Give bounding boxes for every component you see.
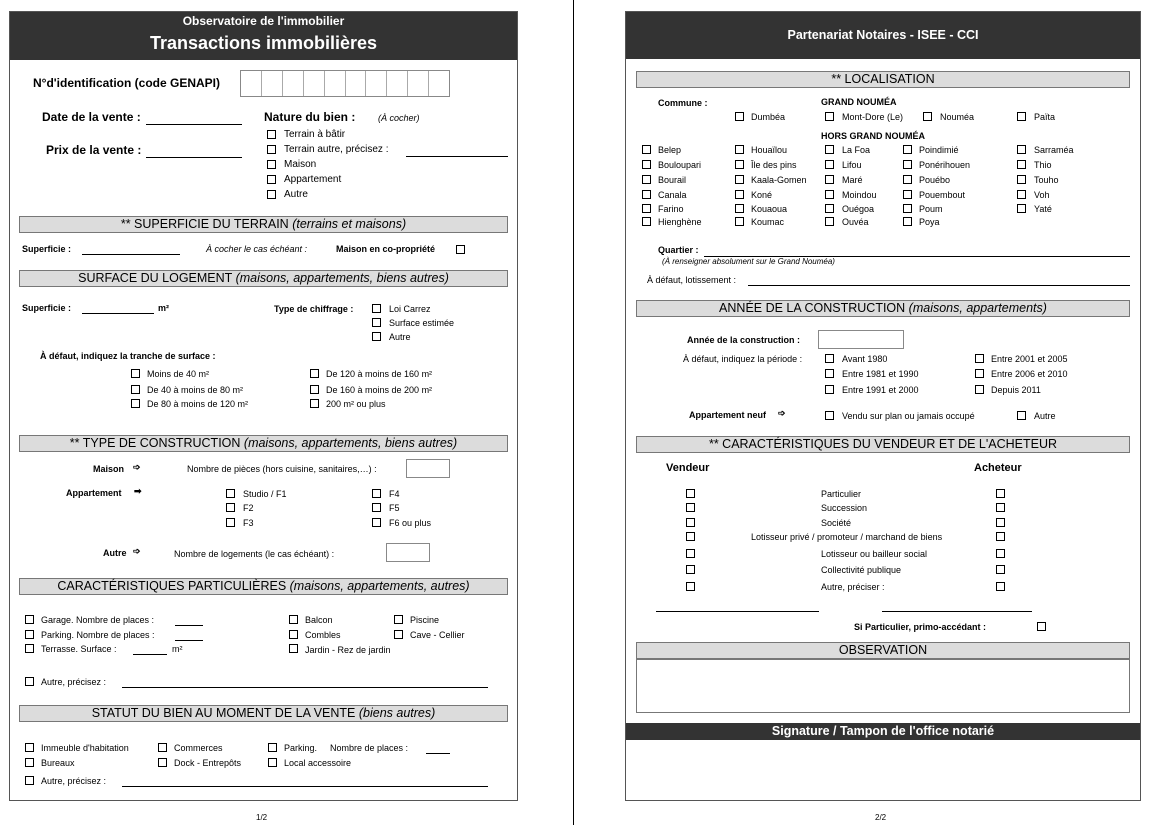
pieces-input[interactable] [406,459,450,478]
logements-input[interactable] [386,543,430,562]
checkbox[interactable] [394,615,403,624]
section-observation: OBSERVATION [636,642,1130,659]
vendeur-checkbox[interactable] [686,549,695,558]
garage-label: Garage. Nombre de places : [41,615,155,625]
checkbox[interactable] [267,175,276,184]
vendeur-checkbox[interactable] [686,503,695,512]
lotissement-field[interactable] [748,285,1130,286]
signature-header: Signature / Tampon de l'office notarié [626,723,1140,740]
appart-option: F5 [389,503,400,513]
page-divider [573,0,574,825]
checkbox[interactable] [1017,145,1026,154]
checkbox[interactable] [825,411,834,420]
checkbox[interactable] [825,175,834,184]
appartement-label: Appartement [66,488,122,498]
pieces-label: Nombre de pièces (hors cuisine, sanitaires,…) : [187,464,377,474]
checkbox[interactable] [975,354,984,363]
quartier-hint: (À renseigner absolument sur le Grand Nouméa) [662,257,835,266]
role-label: Lotisseur privé / promoteur / marchand de biens [751,532,943,542]
periode-label: À défaut, indiquez la période : [683,354,803,364]
acheteur-checkbox[interactable] [996,582,1005,591]
checkbox[interactable] [825,385,834,394]
checkbox[interactable] [903,160,912,169]
commune-option: Sarraméa [1034,145,1074,155]
tranche-option: De 40 à moins de 80 m² [147,385,244,395]
vendeur-checkbox[interactable] [686,565,695,574]
checkbox[interactable] [267,130,276,139]
statut-option: Local accessoire [284,758,352,768]
checkbox[interactable] [825,354,834,363]
checkbox[interactable] [372,518,381,527]
unit-m2: m² [158,303,169,313]
autre-label: Autre [103,548,127,558]
statut-option: Bureaux [41,758,75,768]
commune-option: Thio [1034,160,1052,170]
checkbox[interactable] [25,615,34,624]
unit-m2: m² [172,644,183,654]
checkbox[interactable] [735,145,744,154]
tranche-option: De 120 à moins de 160 m² [326,369,433,379]
commune-option: Moindou [842,190,877,200]
page1-header [10,12,517,60]
role-label: Collectivité publique [821,565,902,575]
neuf-option: Vendu sur plan ou jamais occupé [842,411,975,421]
periode-option: Entre 2006 et 2010 [991,369,1068,379]
header-subtitle: Observatoire de l'immobilier [182,14,345,28]
checkbox[interactable] [735,160,744,169]
statut-option: Commerces [174,743,223,753]
commune-option: Poum [919,204,943,214]
checkbox[interactable] [903,175,912,184]
checkbox[interactable] [372,503,381,512]
periode-option: Depuis 2011 [991,385,1041,395]
acheteur-checkbox[interactable] [996,503,1005,512]
checkbox[interactable] [1017,160,1026,169]
checkbox[interactable] [158,758,167,767]
checkbox[interactable] [268,758,277,767]
appart-option: F2 [243,503,254,513]
checkbox[interactable] [903,145,912,154]
checkbox[interactable] [642,190,651,199]
nature-option: Maison [284,159,317,170]
commune-option: Kaala-Gomen [751,175,807,185]
grand-noumea-heading: GRAND NOUMÉA [821,97,897,107]
checkbox[interactable] [310,369,319,378]
statut-option: Parking. [284,743,318,753]
checkbox[interactable] [310,385,319,394]
checkbox[interactable] [903,190,912,199]
checkbox[interactable] [735,112,744,121]
checkbox[interactable] [25,644,34,653]
nombre-places-label: Nombre de places : [330,743,409,753]
commune-option: Koumac [751,217,785,227]
commune-option: Pouébo [919,175,951,185]
commune-option: Touho [1034,175,1059,185]
observation-textarea[interactable] [636,659,1130,713]
checkbox[interactable] [1017,175,1026,184]
checkbox[interactable] [825,160,834,169]
chiffrage-option: Loi Carrez [389,304,431,314]
commune-label: Commune : [658,98,708,108]
chiffrage-option: Surface estimée [389,318,455,328]
carac-autre-field[interactable] [122,687,488,688]
checkbox[interactable] [825,369,834,378]
checkbox[interactable] [825,190,834,199]
checkbox[interactable] [131,369,140,378]
section-statut: STATUT DU BIEN AU MOMENT DE LA VENTE (biens autres) [19,705,508,722]
date-field[interactable] [146,124,242,125]
acheteur-autre-field[interactable] [882,611,1032,612]
superficie-logement-field[interactable] [82,313,154,314]
genapi-id-input[interactable] [240,70,450,97]
commune-option: Poindimié [919,145,959,155]
checkbox[interactable] [923,112,932,121]
commune-option: Ouégoa [842,204,875,214]
checkbox[interactable] [289,630,298,639]
commune-option: Bourail [658,175,687,185]
section-superficie-terrain: ** SUPERFICIE DU TERRAIN (terrains et maisons) [19,216,508,233]
checkbox[interactable] [825,204,834,213]
checkbox[interactable] [372,332,381,341]
copro-label: Maison en co-propriété [336,244,436,254]
signature-area[interactable] [626,740,1140,800]
primo-label: Si Particulier, primo-accédant : [854,622,987,632]
vendeur-checkbox[interactable] [686,489,695,498]
checkbox[interactable] [1017,112,1026,121]
commune-option: Mont-Dore (Le) [842,112,904,122]
checkbox[interactable] [642,217,651,226]
checkbox[interactable] [267,145,276,154]
checkbox[interactable] [735,204,744,213]
checkbox[interactable] [642,204,651,213]
checkbox[interactable] [25,758,34,767]
terrain-autre-field[interactable] [406,156,508,157]
lotissement-label: À défaut, lotissement : [647,275,737,285]
maison-label: Maison [93,464,125,474]
arrow-right-icon: ➩ [778,408,786,418]
page-title: Transactions immobilières [149,33,378,53]
commune-option: Maré [842,175,863,185]
checkbox[interactable] [226,489,235,498]
superficie-terrain-field[interactable] [82,254,180,255]
commune-option: Dumbéa [751,112,786,122]
arrow-right-icon: ➩ [133,462,141,472]
prix-label: Prix de la vente : [46,143,142,157]
acheteur-checkbox[interactable] [996,565,1005,574]
commune-option: Nouméa [940,112,975,122]
checkbox[interactable] [642,145,651,154]
nature-label: Nature du bien : [264,110,356,124]
acheteur-checkbox[interactable] [996,489,1005,498]
acheteur-checkbox[interactable] [996,518,1005,527]
vendeur-checkbox[interactable] [686,582,695,591]
checkbox[interactable] [372,304,381,313]
checkbox[interactable] [642,160,651,169]
tranche-option: 200 m² ou plus [326,399,386,409]
checkbox[interactable] [735,217,744,226]
commune-option: Ouvéa [842,217,869,227]
nature-option: Autre [284,189,308,200]
commune-option: La Foa [842,145,871,155]
checkbox[interactable] [394,630,403,639]
terrasse-label: Terrasse. Surface : [41,644,117,654]
checkbox[interactable] [131,385,140,394]
checkbox[interactable] [825,145,834,154]
checkbox[interactable] [131,399,140,408]
arrow-right-icon: ➩ [133,546,141,556]
page2-header: Partenariat Notaires - ISEE - CCI [626,12,1140,59]
vendeur-heading: Vendeur [666,462,710,474]
role-label: Société [821,518,852,528]
acheteur-heading: Acheteur [974,462,1022,474]
commune-option: Canala [658,190,687,200]
annee-label: Année de la construction : [687,335,801,345]
date-label: Date de la vente : [42,110,141,124]
parking-label: Parking. Nombre de places : [41,630,155,640]
neuf-option: Autre [1034,411,1056,421]
arrow-right-icon: ➡ [134,486,142,496]
appart-neuf-label: Appartement neuf [689,410,767,420]
checkbox[interactable] [158,743,167,752]
carac-option: Combles [305,630,341,640]
carac-option: Balcon [305,615,333,625]
commune-option: Païta [1034,112,1056,122]
checkbox[interactable] [735,175,744,184]
id-label: N°d'identification (code GENAPI) [33,76,220,90]
parking-field[interactable] [175,640,203,641]
checkbox[interactable] [735,190,744,199]
page-number: 2/2 [875,813,887,822]
role-label: Succession [821,503,868,513]
checkbox[interactable] [1017,204,1026,213]
checkbox[interactable] [289,644,298,653]
checkbox[interactable] [25,776,34,785]
periode-option: Entre 1981 et 1990 [842,369,919,379]
checkbox[interactable] [903,217,912,226]
checkbox[interactable] [25,677,34,686]
section-vendeur-acheteur: ** CARACTÉRISTIQUES DU VENDEUR ET DE L'ACHETEUR [636,436,1130,453]
checkbox[interactable] [1017,411,1026,420]
cas-echeant-hint: À cocher le cas échéant : [206,244,308,254]
nature-option: Appartement [284,174,342,185]
carac-option: Piscine [410,615,440,625]
appart-option: Studio / F1 [243,489,287,499]
commune-option: Bouloupari [658,160,702,170]
commune-option: Voh [1034,190,1050,200]
quartier-label: Quartier : [658,245,699,255]
appart-option: F4 [389,489,400,499]
checkbox[interactable] [372,318,381,327]
commune-option: Farino [658,204,684,214]
nombre-places-field[interactable] [426,753,450,754]
chiffrage-option: Autre [389,332,411,342]
garage-field[interactable] [175,625,203,626]
role-label: Autre, préciser : [821,582,885,592]
checkbox[interactable] [1017,190,1026,199]
commune-option: Houaïlou [751,145,788,155]
nature-option: Terrain à bâtir [284,129,346,140]
checkbox[interactable] [975,385,984,394]
checkbox[interactable] [226,503,235,512]
commune-option: Belep [658,145,682,155]
tranche-option: De 160 à moins de 200 m² [326,385,433,395]
role-label: Particulier [821,489,862,499]
checkbox[interactable] [825,217,834,226]
checkbox[interactable] [226,518,235,527]
section-caracteristiques: CARACTÉRISTIQUES PARTICULIÈRES (maisons, appartements, autres) [19,578,508,595]
appart-option: F3 [243,518,254,528]
annee-input[interactable] [818,330,904,349]
commune-option: Île des pins [751,160,797,170]
section-surface-logement: SURFACE DU LOGEMENT (maisons, appartements, biens autres) [19,270,508,287]
autre-label: Autre, précisez : [41,677,107,687]
vendeur-checkbox[interactable] [686,532,695,541]
statut-option: Dock - Entrepôts [174,758,242,768]
commune-option: Lifou [842,160,862,170]
carac-option: Cave - Cellier [410,630,465,640]
tranche-option: Moins de 40 m² [147,369,210,379]
checkbox[interactable] [903,204,912,213]
commune-option: Yaté [1034,204,1052,214]
checkbox[interactable] [289,615,298,624]
checkbox[interactable] [372,489,381,498]
checkbox[interactable] [975,369,984,378]
statut-autre-field[interactable] [122,786,488,787]
vendeur-checkbox[interactable] [686,518,695,527]
terrasse-field[interactable] [133,654,167,655]
checkbox[interactable] [1037,622,1046,631]
checkbox[interactable] [456,245,465,254]
section-localisation: ** LOCALISATION [636,71,1130,88]
role-label: Lotisseur ou bailleur social [821,549,928,559]
checkbox[interactable] [642,175,651,184]
appart-option: F6 ou plus [389,518,432,528]
acheteur-checkbox[interactable] [996,532,1005,541]
carac-option: Jardin - Rez de jardin [305,645,391,655]
checkbox[interactable] [268,743,277,752]
checkbox[interactable] [25,743,34,752]
chiffrage-label: Type de chiffrage : [274,304,354,314]
page-number: 1/2 [256,813,268,822]
commune-option: Ponérihouen [919,160,971,170]
periode-option: Avant 1980 [842,354,888,364]
section-annee-construction: ANNÉE DE LA CONSTRUCTION (maisons, appartements) [636,300,1130,317]
acheteur-checkbox[interactable] [996,549,1005,558]
section-type-construction: ** TYPE DE CONSTRUCTION (maisons, appartements, biens autres) [19,435,508,452]
superficie-label: Superficie : [22,303,72,313]
commune-option: Koné [751,190,773,200]
periode-option: Entre 1991 et 2000 [842,385,919,395]
checkbox[interactable] [267,160,276,169]
vendeur-autre-field[interactable] [656,611,819,612]
checkbox[interactable] [25,630,34,639]
nature-hint: (À cocher) [378,113,420,123]
checkbox[interactable] [825,112,834,121]
statut-option: Immeuble d'habitation [41,743,129,753]
logements-label: Nombre de logements (le cas échéant) : [174,549,335,559]
prix-field[interactable] [146,157,242,158]
nature-option: Terrain autre, précisez : [284,144,389,155]
hors-grand-noumea-heading: HORS GRAND NOUMÉA [821,131,926,141]
commune-option: Pouembout [919,190,966,200]
periode-option: Entre 2001 et 2005 [991,354,1068,364]
checkbox[interactable] [267,190,276,199]
tranche-option: De 80 à moins de 120 m² [147,399,249,409]
autre-label: Autre, précisez : [41,776,107,786]
commune-option: Poya [919,217,940,227]
checkbox[interactable] [310,399,319,408]
commune-option: Kouaoua [751,204,788,214]
commune-option: Hienghène [658,217,702,227]
tranche-label: À défaut, indiquez la tranche de surface : [40,351,216,361]
superficie-label: Superficie : [22,244,72,254]
